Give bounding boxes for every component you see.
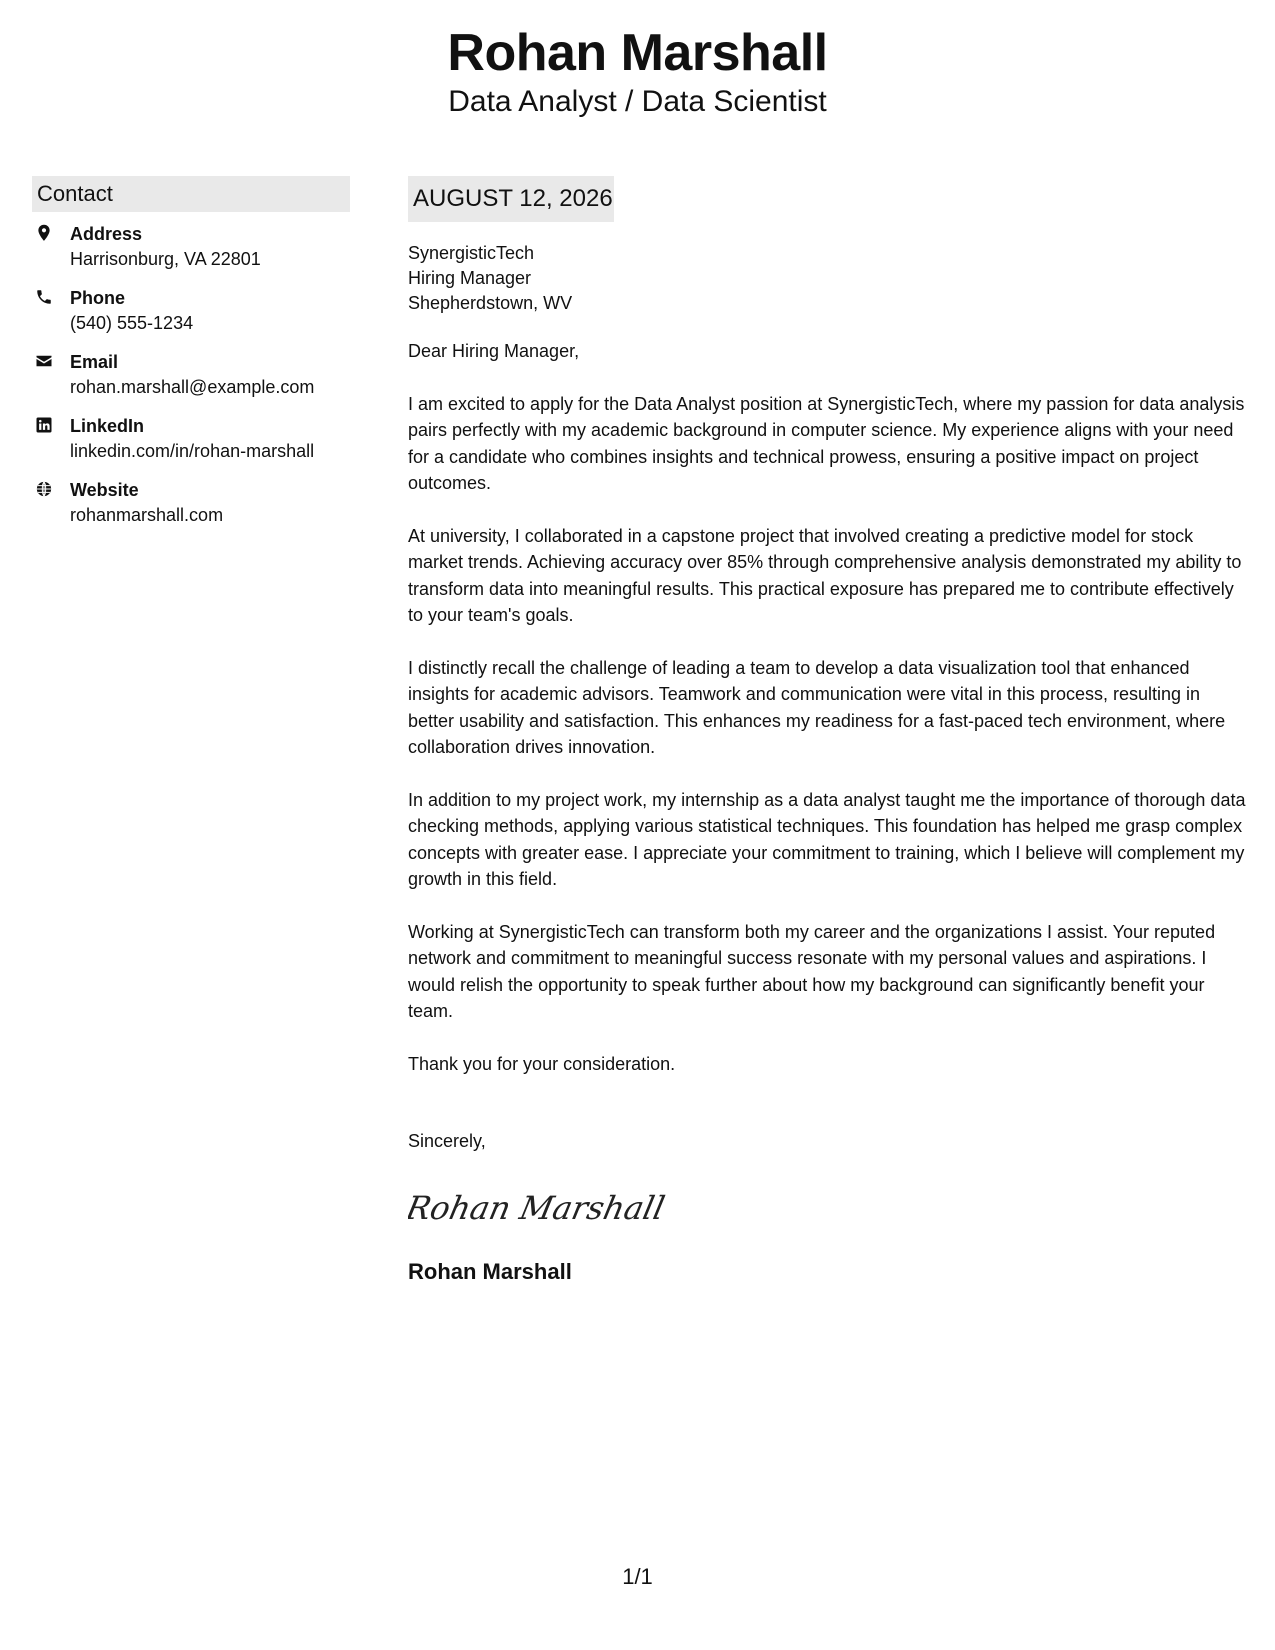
contact-heading: Contact <box>32 176 350 212</box>
closing-line: Sincerely, <box>408 1131 486 1151</box>
contact-sidebar <box>32 176 350 542</box>
contact-label: Website <box>70 480 139 500</box>
recipient-block <box>408 241 1250 316</box>
salutation: Dear Hiring Manager, <box>408 341 580 361</box>
header <box>0 22 1275 120</box>
phone-icon <box>32 288 56 312</box>
thanks-line: Thank you for your consideration. <box>408 1053 676 1074</box>
letter-date: AUGUST 12, 2026 <box>408 176 614 222</box>
handwritten-signature <box>408 1183 1250 1233</box>
globe-icon <box>32 480 56 504</box>
recipient-title: Hiring Manager <box>408 268 532 288</box>
recipient-location: Shepherdstown, WV <box>408 293 573 313</box>
linkedin-icon <box>32 416 56 440</box>
signer-name: Rohan Marshall <box>408 1258 572 1284</box>
paragraph: In addition to my project work, my internship as a data analyst taught me the importance of thorough data checking methods, applying various statistical techniques. This foundation has helped me grasp complex concepts with greater ease. I appreciate your commitment to training, which I believe will complement my growth in this field. <box>408 789 1246 889</box>
contact-value[interactable]: linkedin.com/in/rohan-marshall <box>70 441 315 461</box>
contact-label: Address <box>70 224 143 244</box>
contact-item-phone <box>32 286 350 336</box>
applicant-name: Rohan Marshall <box>447 24 828 82</box>
paragraph: Working at SynergisticTech can transform both my career and the organizations I assist. Your reputed network and commitment to meaningful success resonate with my personal values and aspirations. I would relish the opportunity to speak further about how my background can significantly benefit your team. <box>408 921 1216 1021</box>
paragraph: At university, I collaborated in a capstone project that involved creating a predictive model for stock market trends. Achieving accuracy over 85% through comprehensive analysis demonstrated my ability to transform data into meaningful results. This practical exposure has prepared me to contribute effectively to your team's goals. <box>408 525 1242 625</box>
svg-text:Rohan Marshall: Rohan Marshall <box>408 1188 668 1227</box>
envelope-icon <box>32 352 56 376</box>
contact-label: Phone <box>70 288 126 308</box>
contact-value[interactable]: rohanmarshall.com <box>70 505 224 525</box>
contact-item-email <box>32 350 350 400</box>
page-number: 1/1 <box>622 1564 653 1589</box>
contact-item-address <box>32 222 350 272</box>
job-title: Data Analyst / Data Scientist <box>448 85 827 118</box>
paragraph: I distinctly recall the challenge of leading a team to develop a data visualization tool that enhanced insights for academic advisors. Teamwork and communication were vital in this process, resulting in better usability and satisfaction. This enhances my readiness for a fast-paced tech environment, where collaboration drives innovation. <box>408 657 1226 757</box>
contact-item-website <box>32 478 350 528</box>
location-pin-icon <box>32 224 56 248</box>
paragraph: I am excited to apply for the Data Analyst position at SynergisticTech, where my passion for data analysis pairs perfectly with my academic background in computer science. My experience aligns with your need for a candidate who combines insights and technical prowess, ensuring a positive impact on project outcomes. <box>408 393 1245 493</box>
recipient-company: SynergisticTech <box>408 243 535 263</box>
contact-value: Harrisonburg, VA 22801 <box>70 249 261 269</box>
contact-item-linkedin <box>32 414 350 464</box>
contact-label: LinkedIn <box>70 416 145 436</box>
contact-value[interactable]: rohan.marshall@example.com <box>70 377 315 397</box>
letter-body <box>408 176 1250 1287</box>
contact-value[interactable]: (540) 555-1234 <box>70 313 194 333</box>
contact-label: Email <box>70 352 119 372</box>
